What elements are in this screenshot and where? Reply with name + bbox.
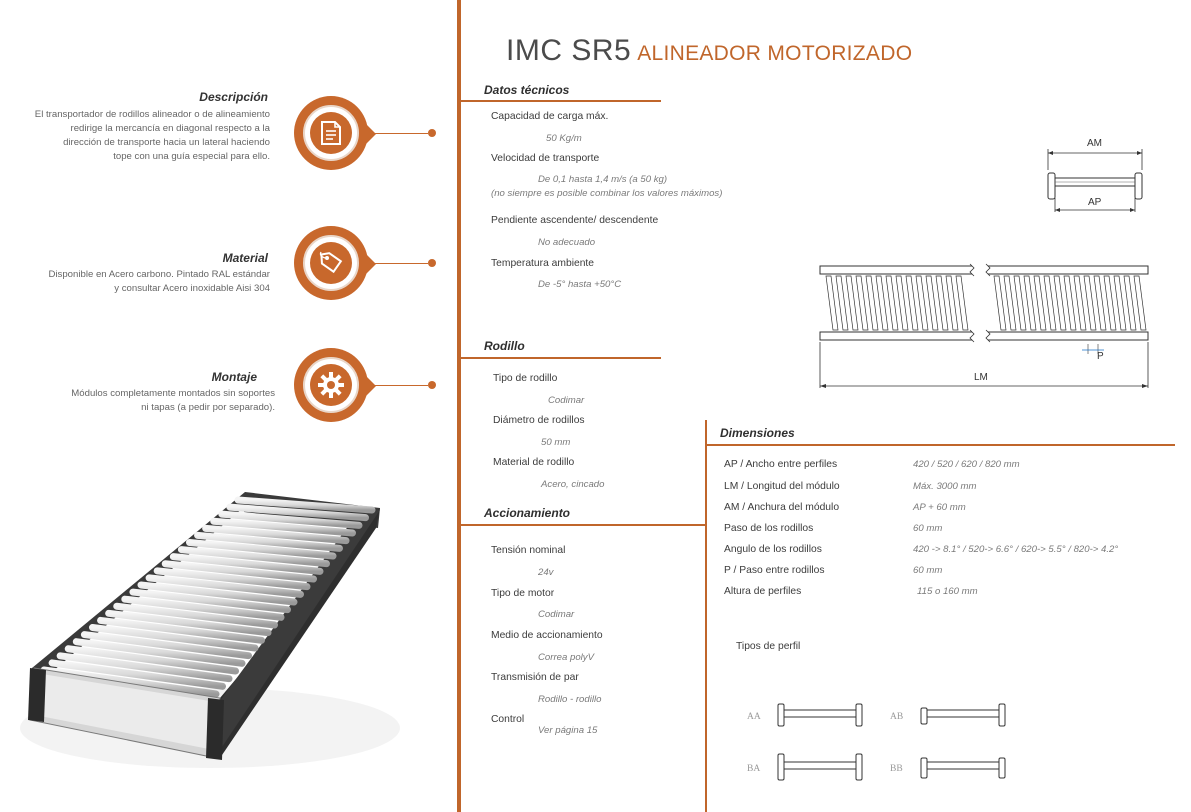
section-underline [461,357,661,359]
dim-label: AM / Anchura del módulo [724,502,840,513]
connector-line [372,385,428,386]
spec-label: Temperatura ambiente [491,258,595,269]
diagram-roller [916,276,928,330]
diagram-roller [826,276,838,330]
section-heading-accionamiento: Accionamiento [484,506,571,520]
diagram-roller [896,276,908,330]
spec-label: Tensión nominal [491,545,566,556]
profile-bb-drawing [918,748,1008,784]
section-underline [461,524,705,526]
document-icon [319,120,343,146]
diagram-roller [1064,276,1076,330]
feature-text-material [10,268,270,296]
spec-label: Velocidad de transporte [491,153,600,164]
gear-icon [317,371,345,399]
diagram-roller [866,276,878,330]
diagram-roller [1114,276,1126,330]
section-underline [461,100,661,102]
profile-ab-drawing [918,696,1008,732]
section-heading-dimensiones: Dimensiones [720,426,795,440]
spec-label: Diámetro de rodillos [493,415,585,426]
diagram-roller [886,276,898,330]
profile-ba-drawing [775,748,865,784]
label-am: AM [1087,138,1102,149]
diagram-roller [1034,276,1046,330]
diagram-roller [906,276,918,330]
connector-dot [428,129,436,137]
feature-line: tope con una guía especial para ello. [113,151,270,162]
diagram-roller [846,276,858,330]
spec-value: De -5° hasta +50°C [538,279,622,290]
connector-line [372,263,428,264]
profile-code-ab: AB [890,712,904,722]
diagram-roller [956,276,968,330]
label-lm: LM [974,372,988,383]
feature-heading-material: Material [222,251,268,265]
dim-label: Angulo de los rodillos [724,544,822,555]
dim-label: LM / Longitud del módulo [724,481,840,492]
connector-dot [428,259,436,267]
spec-label: Pendiente ascendente/ descendente [491,215,659,226]
diagram-roller [1084,276,1096,330]
spec-value: Codimar [548,395,585,406]
spec-value: De 0,1 hasta 1,4 m/s (a 50 kg) [538,174,668,185]
montaje-badge [294,348,368,422]
spec-label: Tipo de rodillo [493,373,558,384]
title-main: IMC SR5 [506,34,632,67]
spec-label: Material de rodillo [493,457,575,468]
feature-text-montaje [15,387,275,415]
spec-value: Acero, cincado [541,479,605,490]
diagram-roller [836,276,848,330]
spec-label: Tipo de motor [491,588,555,599]
section-heading-datos-tecnicos: Datos técnicos [484,83,570,97]
spec-label: Capacidad de carga máx. [491,111,609,122]
dim-value: AP + 60 mm [913,502,966,513]
dim-value: 115 o 160 mm [917,586,978,597]
spec-note: (no siempre es posible combinar los valores máximos) [491,188,723,199]
diagram-roller [1124,276,1136,330]
dim-value: 60 mm [913,565,943,576]
spec-value: Rodillo - rodillo [538,694,602,705]
profile-code-aa: AA [747,712,761,722]
diagram-roller [1134,276,1146,330]
diagram-roller [1054,276,1066,330]
diagram-roller [1094,276,1106,330]
label-ap: AP [1088,197,1102,208]
label-p: P [1097,351,1104,362]
vertical-divider [457,0,461,812]
diagram-roller [1004,276,1016,330]
diagram-roller [856,276,868,330]
spec-value: Codimar [538,609,575,620]
connector-line [372,133,428,134]
dim-value: 60 mm [913,523,943,534]
diagram-roller [1104,276,1116,330]
dim-value: Máx. 3000 mm [913,481,977,492]
descripcion-badge [294,96,368,170]
page-title [506,34,912,68]
spec-label: Medio de accionamiento [491,630,603,641]
feature-heading-descripcion: Descripción [199,90,268,104]
material-badge [294,226,368,300]
spec-label: Control [491,714,525,725]
dim-label: Altura de perfiles [724,586,802,597]
dim-value: 420 -> 8.1° / 520-> 6.6° / 620-> 5.5° / 820-> 4.2° [913,544,1119,555]
top-view-diagram [812,260,1157,390]
section-underline [705,444,1175,446]
profile-code-bb: BB [890,764,903,774]
feature-line: redirige la mercancía en diagonal respecto a la [70,123,270,134]
feature-line: El transportador de rodillos alineador o de alineamiento [34,109,270,120]
diagram-roller [1024,276,1036,330]
feature-text-descripcion [10,108,270,164]
spec-value: 50 mm [541,437,571,448]
feature-line: ni tapas (a pedir por separado). [141,402,275,413]
diagram-roller [876,276,888,330]
diagram-roller [946,276,958,330]
spec-label: Transmisión de par [491,672,579,683]
dim-label: AP / Ancho entre perfiles [724,459,838,470]
conveyor-product-image [20,488,400,768]
dim-label: Paso de los rodillos [724,523,814,534]
diagram-roller [1074,276,1086,330]
spec-value: Ver página 15 [538,725,598,736]
dim-label: P / Paso entre rodillos [724,565,825,576]
feature-line: dirección de transporte hacia un lateral haciendo [63,137,270,148]
profile-aa-drawing [775,696,865,732]
diagram-roller [1014,276,1026,330]
spec-value: 24v [538,567,554,578]
spec-value: 50 Kg/m [546,133,582,144]
diagram-roller [994,276,1006,330]
feature-line: y consultar Acero inoxidable Aisi 304 [114,283,270,294]
title-subtitle: ALINEADOR MOTORIZADO [637,42,913,65]
section-heading-rodillo: Rodillo [484,339,525,353]
perfil-heading: Tipos de perfil [736,641,801,652]
spec-value: No adecuado [538,237,596,248]
connector-dot [428,381,436,389]
diagram-roller [926,276,938,330]
price-tag-icon [318,250,344,276]
spec-value: Correa polyV [538,652,594,663]
feature-heading-montaje: Montaje [211,370,257,384]
dim-value: 420 / 520 / 620 / 820 mm [913,459,1020,470]
dimensiones-vertical-rule [705,420,707,812]
feature-line: Módulos completamente montados sin soportes [71,388,275,399]
diagram-roller [1044,276,1056,330]
diagram-roller [936,276,948,330]
feature-line: Disponible en Acero carbono. Pintado RAL estándar [48,269,270,280]
profile-code-ba: BA [747,764,761,774]
